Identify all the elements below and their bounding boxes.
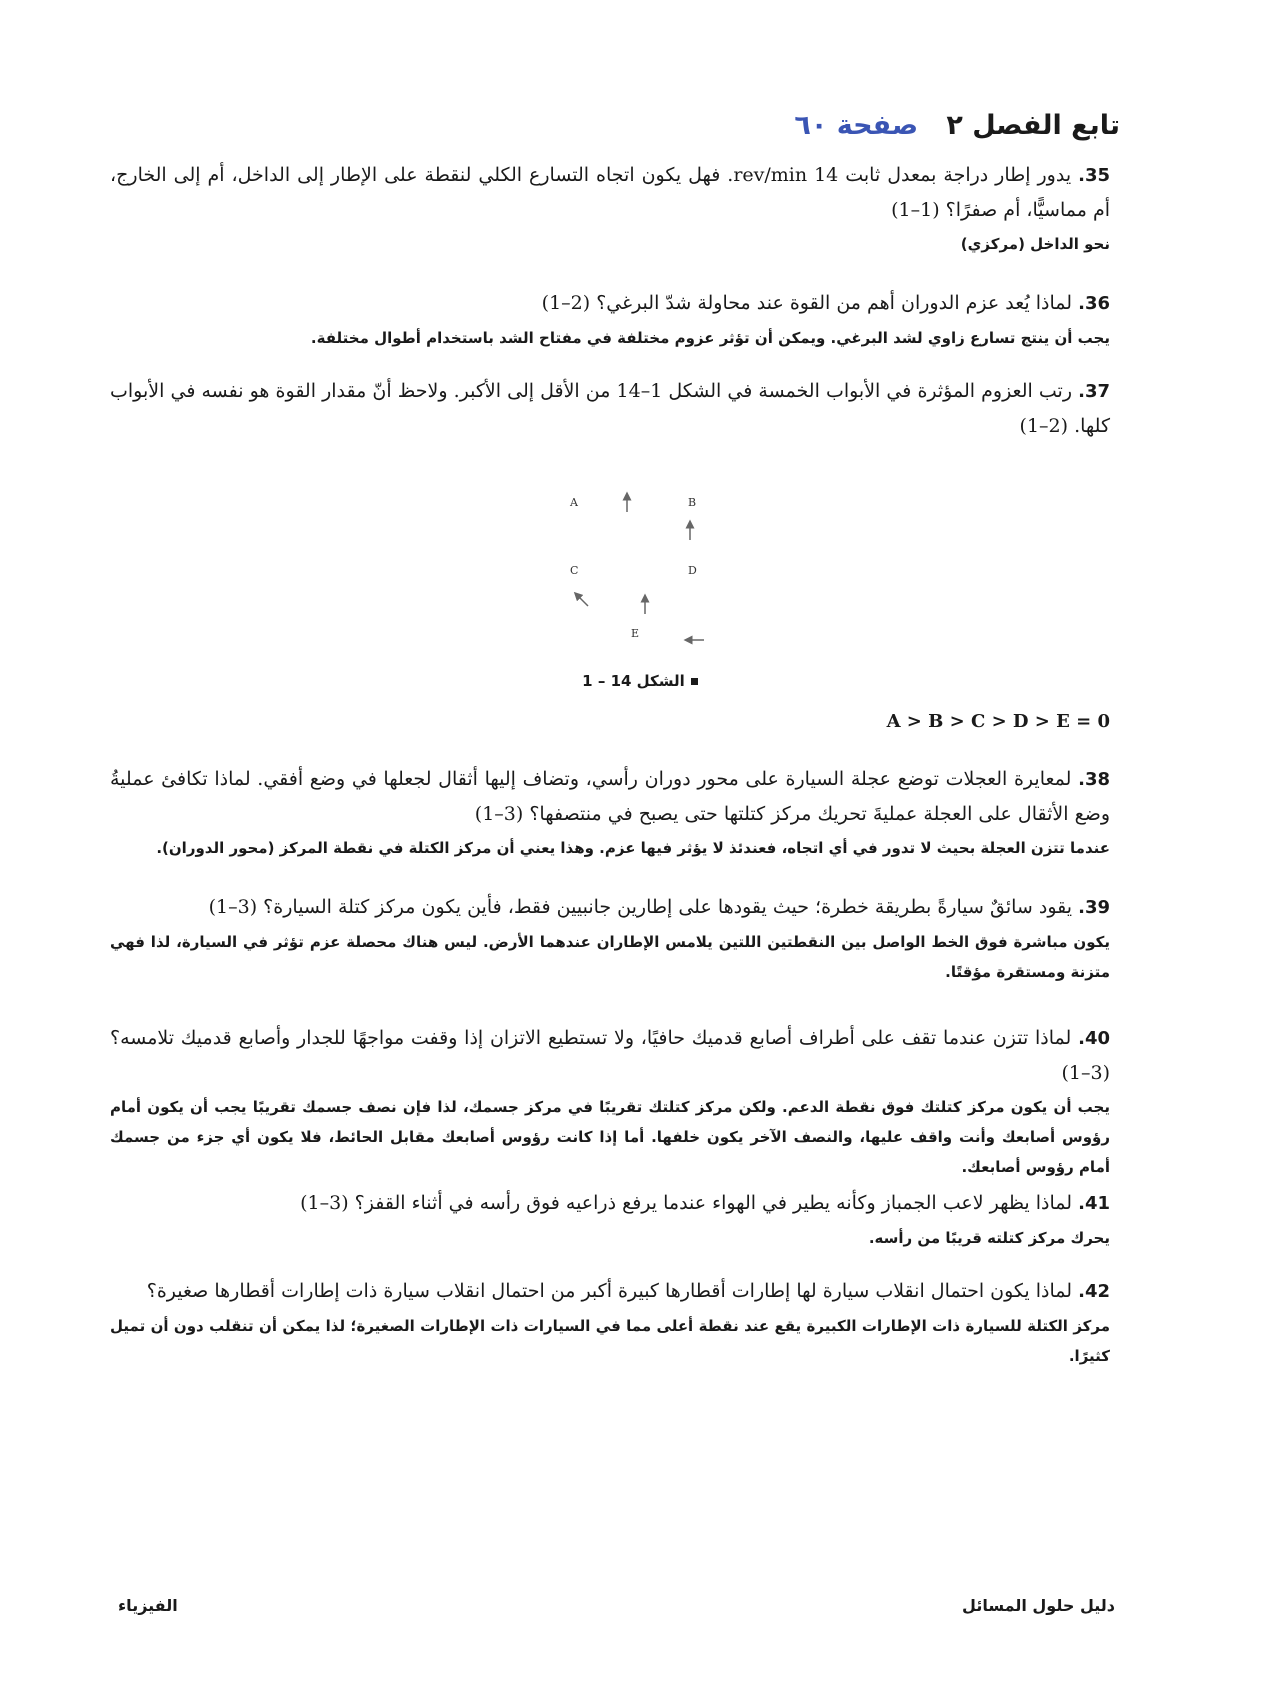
footer-subject: الفيزياء [118,1596,178,1615]
label-b: B [688,496,697,509]
caption-bullet [691,678,698,685]
question-39: 39. يقود سائقٌ سيارةً بطريقة خطرة؛ حيث يقودها على إطارين جانبيين فقط، فأين يكون مركز كتلة السيارة؟ (3–1) يكون مباشرة فوق الخط الواصل بين النقطتين اللتين يلامس الإطاران عندهما الأرض. ليس هناك محصلة عزم تؤثر في السيارة، لذا فهي متزنة ومستقرة مؤقتًا. [110,890,1110,987]
chapter-title: تابع الفصل ٢ [946,110,1120,141]
question-41: 41. لماذا يظهر لاعب الجمباز وكأنه يطير في الهواء عندما يرفع ذراعيه فوق رأسه في أثناء القفز؟ (3–1) يحرك مركز كتلته قريبًا من رأسه. [110,1186,1110,1253]
answer-text: نحو الداخل (مركزي) [960,235,1110,253]
page-reference: صفحة ٦٠ [794,110,919,141]
figure-doors-diagram [550,478,750,658]
answer-text: يجب أن يكون مركز كتلتك فوق نقطة الدعم. ولكن مركز كتلتك تقريبًا في مركز جسمك، لذا فإن نصف جسمك تقريبًا يجب أن يكون أمام رؤوس أصابعك وأنت واقف عليها، والنصف الآخر يكون خلفها. أما إذا كانت رؤوس أصابعك مقابل الحائط، فلا يكون أي جزء من جسمك أمام رؤوس أصابعك. [110,1098,1110,1176]
question-38: 38. لمعايرة العجلات توضع عجلة السيارة على محور دوران رأسي، وتضاف إليها أثقال لجعلها في وضع أفقي. لماذا تكافئ عمليةُ وضع الأثقال على العجلة عمليةَ تحريك مركز كتلتها حتى يصبح في منتصفها؟ (3–1) عندما تتزن العجلة بحيث لا تدور في أي اتجاه، فعندئذ لا يؤثر فيها عزم. وهذا يعني أن مركز الكتلة في نقطة المركز (محور الدوران). [110,762,1110,863]
answer-37-ordering: A > B > C > D > E = 0 [886,711,1110,732]
force-arrow-c [577,595,588,606]
question-36: 36. لماذا يُعد عزم الدوران أهم من القوة عند محاولة شدّ البرغي؟ (2–1) يجب أن ينتج تسارع زاوي لشد البرغي. ويمكن أن تؤثر عزوم مختلفة في مفتاح الشد باستخدام أطوال مختلفة. [110,286,1110,353]
question-text: يدور إطار دراجة بمعدل ثابت 14 rev/min. فهل يكون اتجاه التسارع الكلي لنقطة على الإطار إلى الداخل، أم إلى الخارج، أم مماسيًّا، أم صفرًا؟ (1–1) [110,164,1110,221]
footer-book-title: دليل حلول المسائل [962,1596,1115,1615]
label-e: E [631,627,640,640]
answer-text: يجب أن ينتج تسارع زاوي لشد البرغي. ويمكن أن تؤثر عزوم مختلفة في مفتاح الشد باستخدام أطوال مختلفة. [310,329,1110,347]
answer-text: عندما تتزن العجلة بحيث لا تدور في أي اتجاه، فعندئذ لا يؤثر فيها عزم. وهذا يعني أن مركز الكتلة في نقطة المركز (محور الدوران). [156,839,1110,857]
answer-text: يكون مباشرة فوق الخط الواصل بين النقطتين اللتين يلامس الإطاران عندهما الأرض. ليس هناك محصلة عزم تؤثر في السيارة، لذا فهي متزنة ومستقرة مؤقتًا. [110,933,1110,981]
question-text: رتب العزوم المؤثرة في الأبواب الخمسة في الشكل 1–14 من الأقل إلى الأكبر. ولاحظ أنّ مقدار القوة هو نفسه في الأبواب كلها. (2–1) [110,380,1110,437]
page-header [794,110,1120,141]
question-text: لمعايرة العجلات توضع عجلة السيارة على محور دوران رأسي، وتضاف إليها أثقال لجعلها في وضع أفقي. لماذا تكافئ عمليةُ وضع الأثقال على العجلة عمليةَ تحريك مركز كتلتها حتى يصبح في منتصفها؟ (3–1) [110,768,1110,825]
question-text: لماذا يكون احتمال انقلاب سيارة لها إطارات أقطارها كبيرة أكبر من احتمال انقلاب سيارة ذات إطارات أقطارها صغيرة؟ [146,1280,1073,1302]
answer-text: يحرك مركز كتلته قريبًا من رأسه. [868,1229,1110,1247]
question-35: 35. يدور إطار دراجة بمعدل ثابت 14 rev/min. فهل يكون اتجاه التسارع الكلي لنقطة على الإطار إلى الداخل، أم إلى الخارج، أم مماسيًّا، أم صفرًا؟ (1–1) نحو الداخل (مركزي) [110,158,1110,259]
label-a: A [570,496,578,509]
label-d: D [688,564,697,577]
question-text: لماذا يظهر لاعب الجمباز وكأنه يطير في الهواء عندما يرفع ذراعيه فوق رأسه في أثناء القفز؟ (3–1) [300,1192,1073,1214]
question-text: يقود سائقٌ سيارةً بطريقة خطرة؛ حيث يقودها على إطارين جانبيين فقط، فأين يكون مركز كتلة السيارة؟ (3–1) [208,896,1073,918]
question-text: لماذا يُعد عزم الدوران أهم من القوة عند محاولة شدّ البرغي؟ (2–1) [541,292,1073,314]
question-42: 42. لماذا يكون احتمال انقلاب سيارة لها إطارات أقطارها كبيرة أكبر من احتمال انقلاب سيارة ذات إطارات أقطارها صغيرة؟ مركز الكتلة للسيارة ذات الإطارات الكبيرة يقع عند نقطة أعلى مما في السيارات ذات الإطارات الصغيرة؛ لذا يمكن أن تنقلب دون أن تميل كثيرًا. [110,1274,1110,1371]
answer-text: مركز الكتلة للسيارة ذات الإطارات الكبيرة يقع عند نقطة أعلى مما في السيارات ذات الإطارات الصغيرة؛ لذا يمكن أن تنقلب دون أن تميل كثيرًا. [110,1317,1110,1365]
question-40: 40. لماذا تتزن عندما تقف على أطراف أصابع قدميك حافيًا، ولا تستطيع الاتزان إذا وقفت مواجهًا للجدار وأصابع قدميك تلامسه؟ (3–1) يجب أن يكون مركز كتلتك فوق نقطة الدعم. ولكن مركز كتلتك تقريبًا في مركز جسمك، لذا فإن نصف جسمك تقريبًا يجب أن يكون أمام رؤوس أصابعك وأنت واقف عليها، والنصف الآخر يكون خلفها. أما إذا كانت رؤوس أصابعك مقابل الحائط، فلا يكون أي جزء من جسمك أمام رؤوس أصابعك. [110,1021,1110,1182]
question-text: لماذا تتزن عندما تقف على أطراف أصابع قدميك حافيًا، ولا تستطيع الاتزان إذا وقفت مواجهًا للجدار وأصابع قدميك تلامسه؟ (3–1) [110,1027,1110,1084]
figure-caption: الشكل 14 – 1 [560,672,720,690]
question-37: 37. رتب العزوم المؤثرة في الأبواب الخمسة في الشكل 1–14 من الأقل إلى الأكبر. ولاحظ أنّ مقدار القوة هو نفسه في الأبواب كلها. (2–1) [110,380,1110,437]
label-c: C [570,564,579,577]
